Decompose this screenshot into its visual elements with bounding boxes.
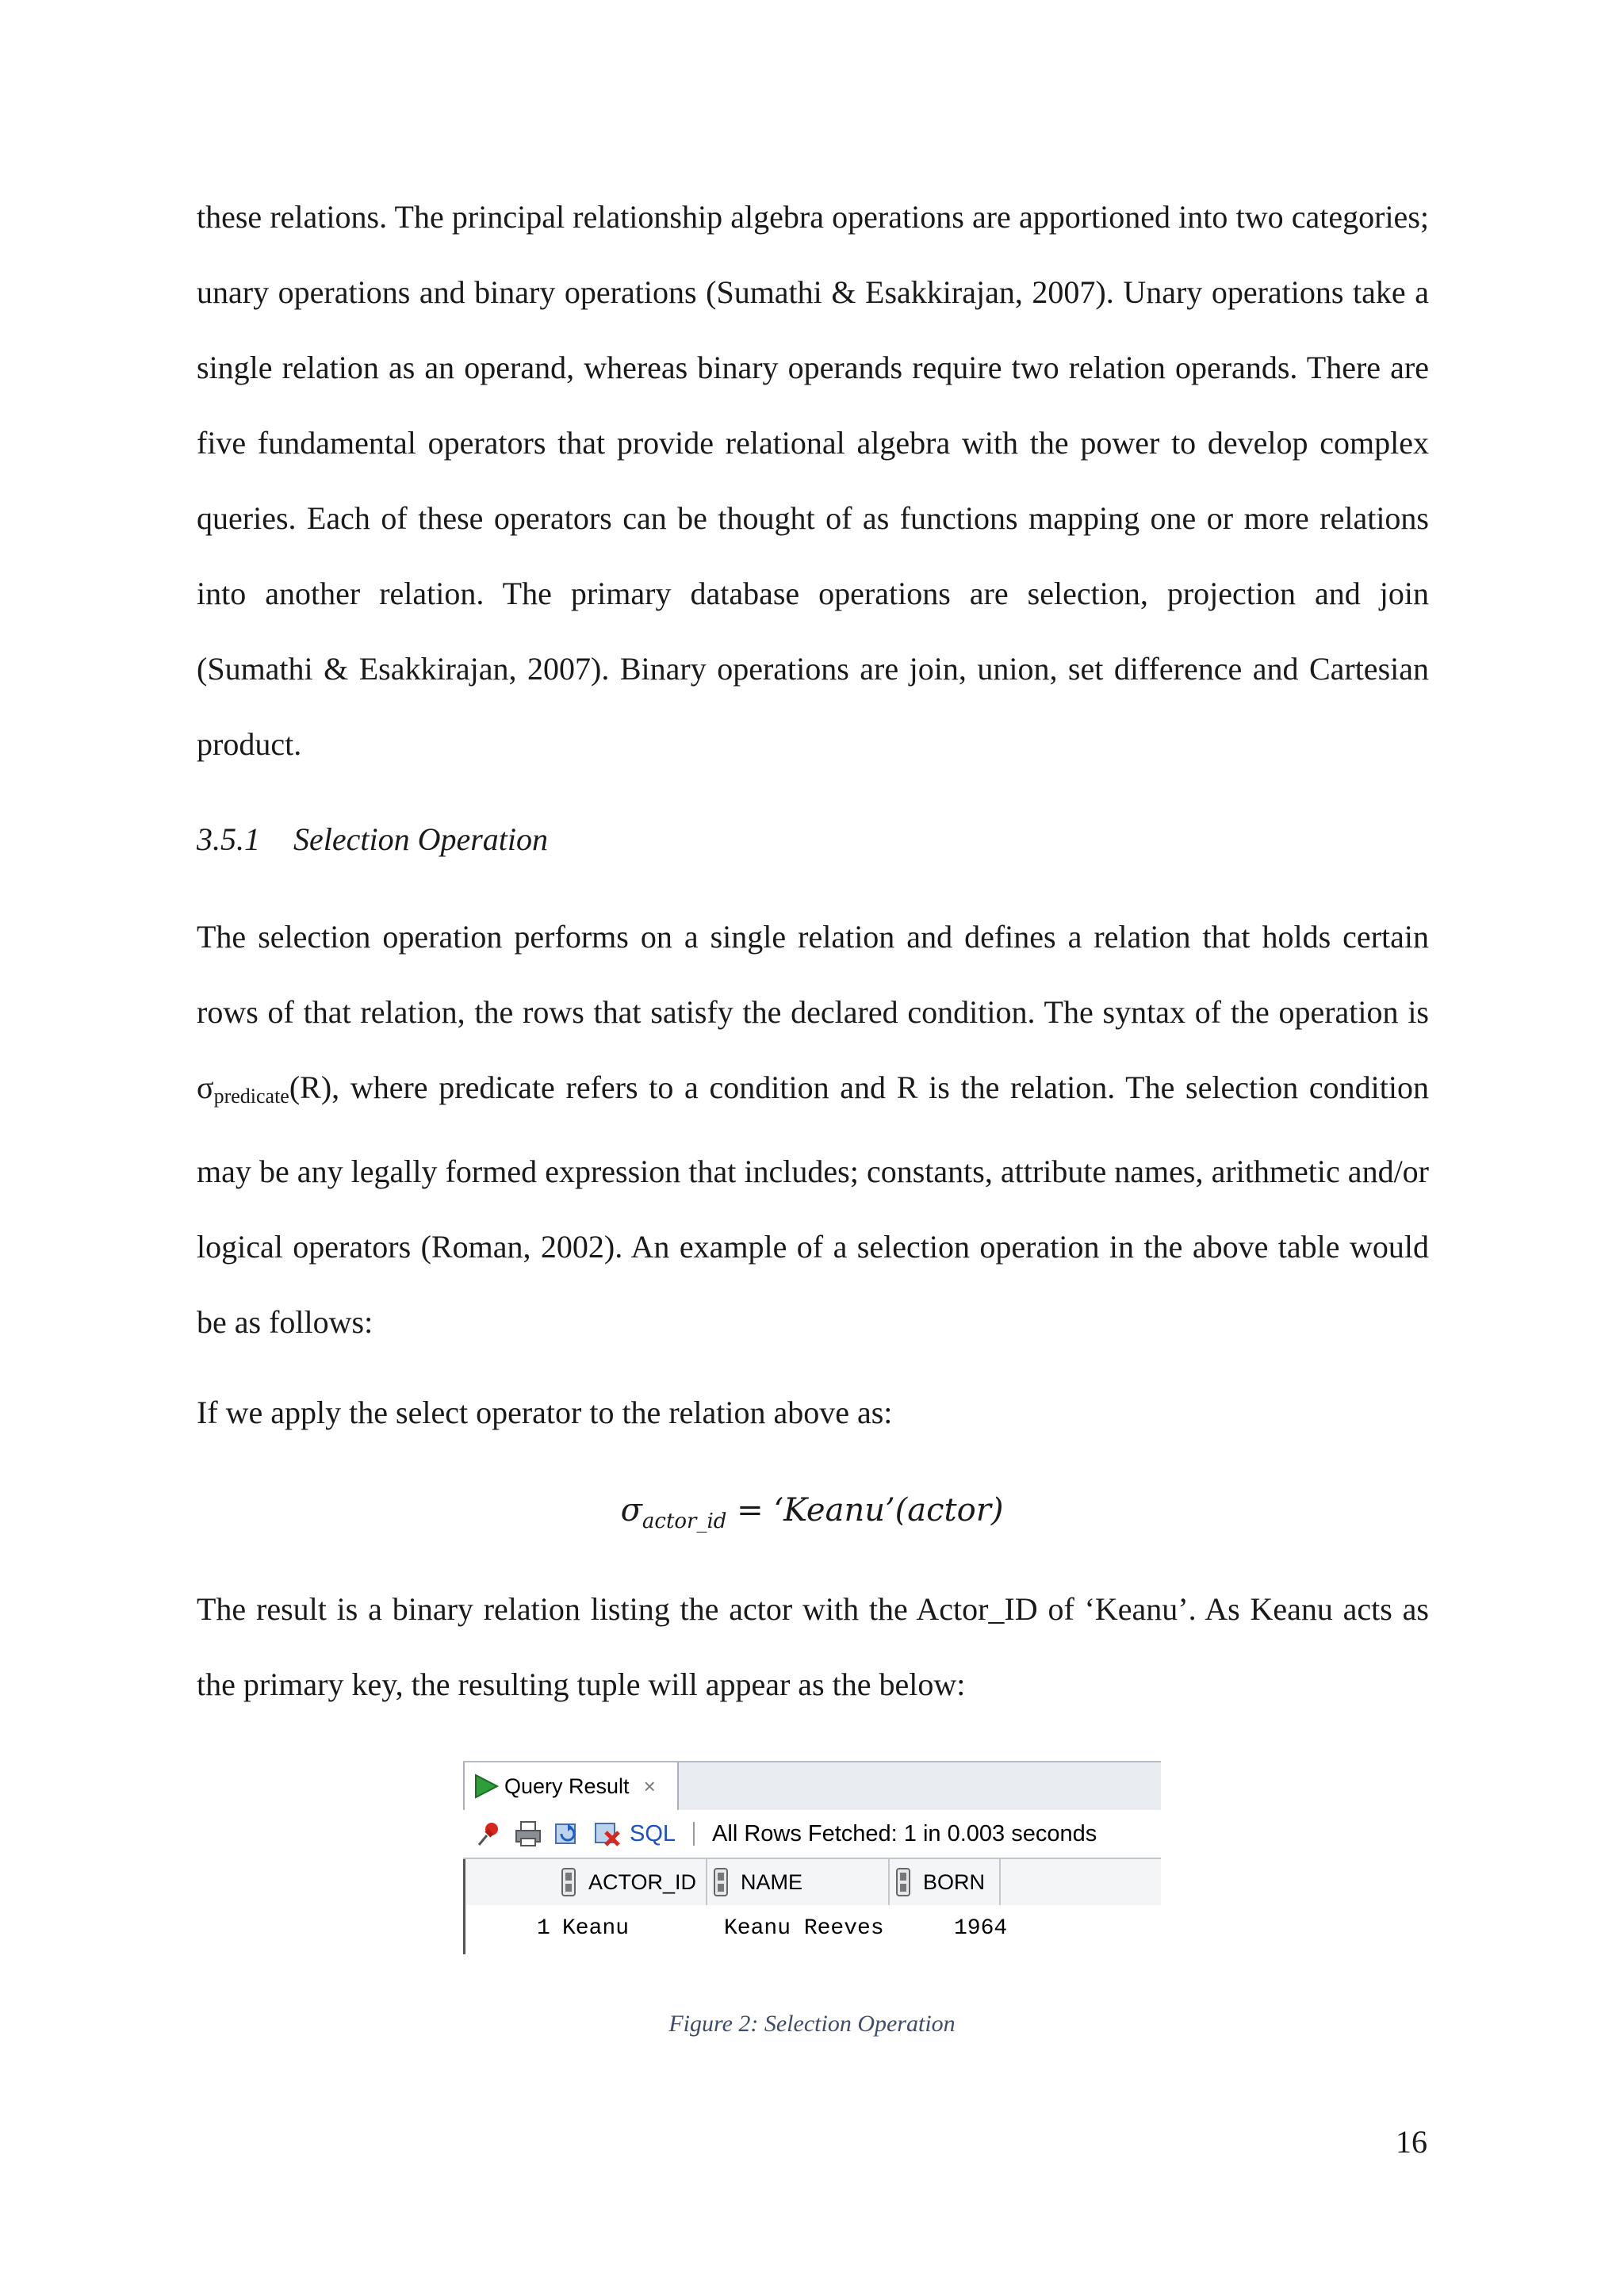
refresh-icon[interactable] <box>553 1820 582 1848</box>
cell-actor-id[interactable]: Keanu <box>562 1916 630 1941</box>
print-icon[interactable] <box>514 1820 542 1848</box>
column-header-label: ACTOR_ID <box>588 1869 697 1894</box>
column-header-born[interactable] <box>890 1859 1001 1905</box>
predicate-subscript: predicate <box>213 1085 289 1108</box>
paragraph-2-text-b: (R), where predicate refers to a condition and R is the relation. The selection condition may be any legally formed expression that includes; constants, attribute names, arithmetic and/or logical operators (Roman, 2002). An example of a selection operation in the above table would be as follows: <box>197 1070 1429 1340</box>
table-row[interactable] <box>463 1905 1161 1954</box>
sort-icon <box>896 1868 910 1896</box>
formula-subscript: actor_id <box>642 1510 727 1533</box>
result-grid-header <box>463 1859 1161 1905</box>
formula-sigma: σ <box>620 1492 642 1529</box>
cell-born[interactable]: 1964 <box>954 1916 1008 1941</box>
column-header-actor-id[interactable] <box>555 1859 707 1905</box>
close-icon[interactable]: × <box>643 1774 656 1798</box>
column-header-label: BORN <box>923 1869 986 1894</box>
figure-caption: Figure 2: Selection Operation <box>668 2011 956 2037</box>
section-title: Selection Operation <box>293 821 549 857</box>
toolbar-divider <box>693 1822 695 1846</box>
tab-query-result-label: Query Result <box>504 1774 630 1798</box>
cell-name[interactable]: Keanu Reeves <box>724 1916 884 1941</box>
sql-link[interactable]: SQL <box>630 1820 676 1846</box>
body-paragraph-2 <box>197 899 1429 1360</box>
column-header-label: NAME <box>741 1869 803 1894</box>
section-number: 3.5.1 <box>197 821 260 857</box>
column-header-name[interactable] <box>707 1859 890 1905</box>
body-paragraph-1: these relations. The principal relationship algebra operations are apportioned into two categories; unary operations and binary operations (Sumathi & Esakkirajan, 2007). Unary operations take a single relation as an operand, whereas binary operands require two relation operands. There are five fundamental operators that provide relational algebra with the power to develop complex queries. Each of these operators can be thought of as functions mapping one or more relations into another relation. The primary database operations are selection, projection and join (Sumathi & Esakkirajan, 2007). Binary operations are join, union, set difference and Cartesian product. <box>197 199 1429 762</box>
pin-icon[interactable] <box>474 1820 503 1848</box>
query-result-toolbar <box>463 1810 1161 1859</box>
body-paragraph-4: The result is a binary relation listing the actor with the Actor_ID of ‘Keanu’. As Keanu acts as the primary key, the resulting tuple will appear as the below: <box>197 1591 1429 1702</box>
paragraph-2-text-a: The selection operation performs on a single relation and defines a relation that holds certain rows of that relation, the rows that satisfy the declared condition. The syntax of the operation is σ <box>197 919 1429 1105</box>
sort-icon <box>714 1868 728 1896</box>
fetch-status: All Rows Fetched: 1 in 0.003 seconds <box>712 1820 1097 1846</box>
section-heading <box>197 812 548 867</box>
page-number: 16 <box>1396 2124 1427 2160</box>
query-result-tabbar <box>463 1761 1161 1810</box>
formula-rest: = ‘Keanu’(actor) <box>726 1492 1004 1529</box>
sort-icon <box>561 1868 576 1896</box>
tab-query-result[interactable] <box>463 1762 679 1810</box>
query-result-figure <box>463 1761 1161 1954</box>
selection-formula <box>0 1483 1624 1549</box>
play-icon <box>473 1773 500 1800</box>
cancel-icon[interactable] <box>593 1820 622 1848</box>
body-paragraph-3: If we apply the select operator to the relation above as: <box>197 1395 893 1430</box>
row-index: 1 <box>537 1916 550 1941</box>
